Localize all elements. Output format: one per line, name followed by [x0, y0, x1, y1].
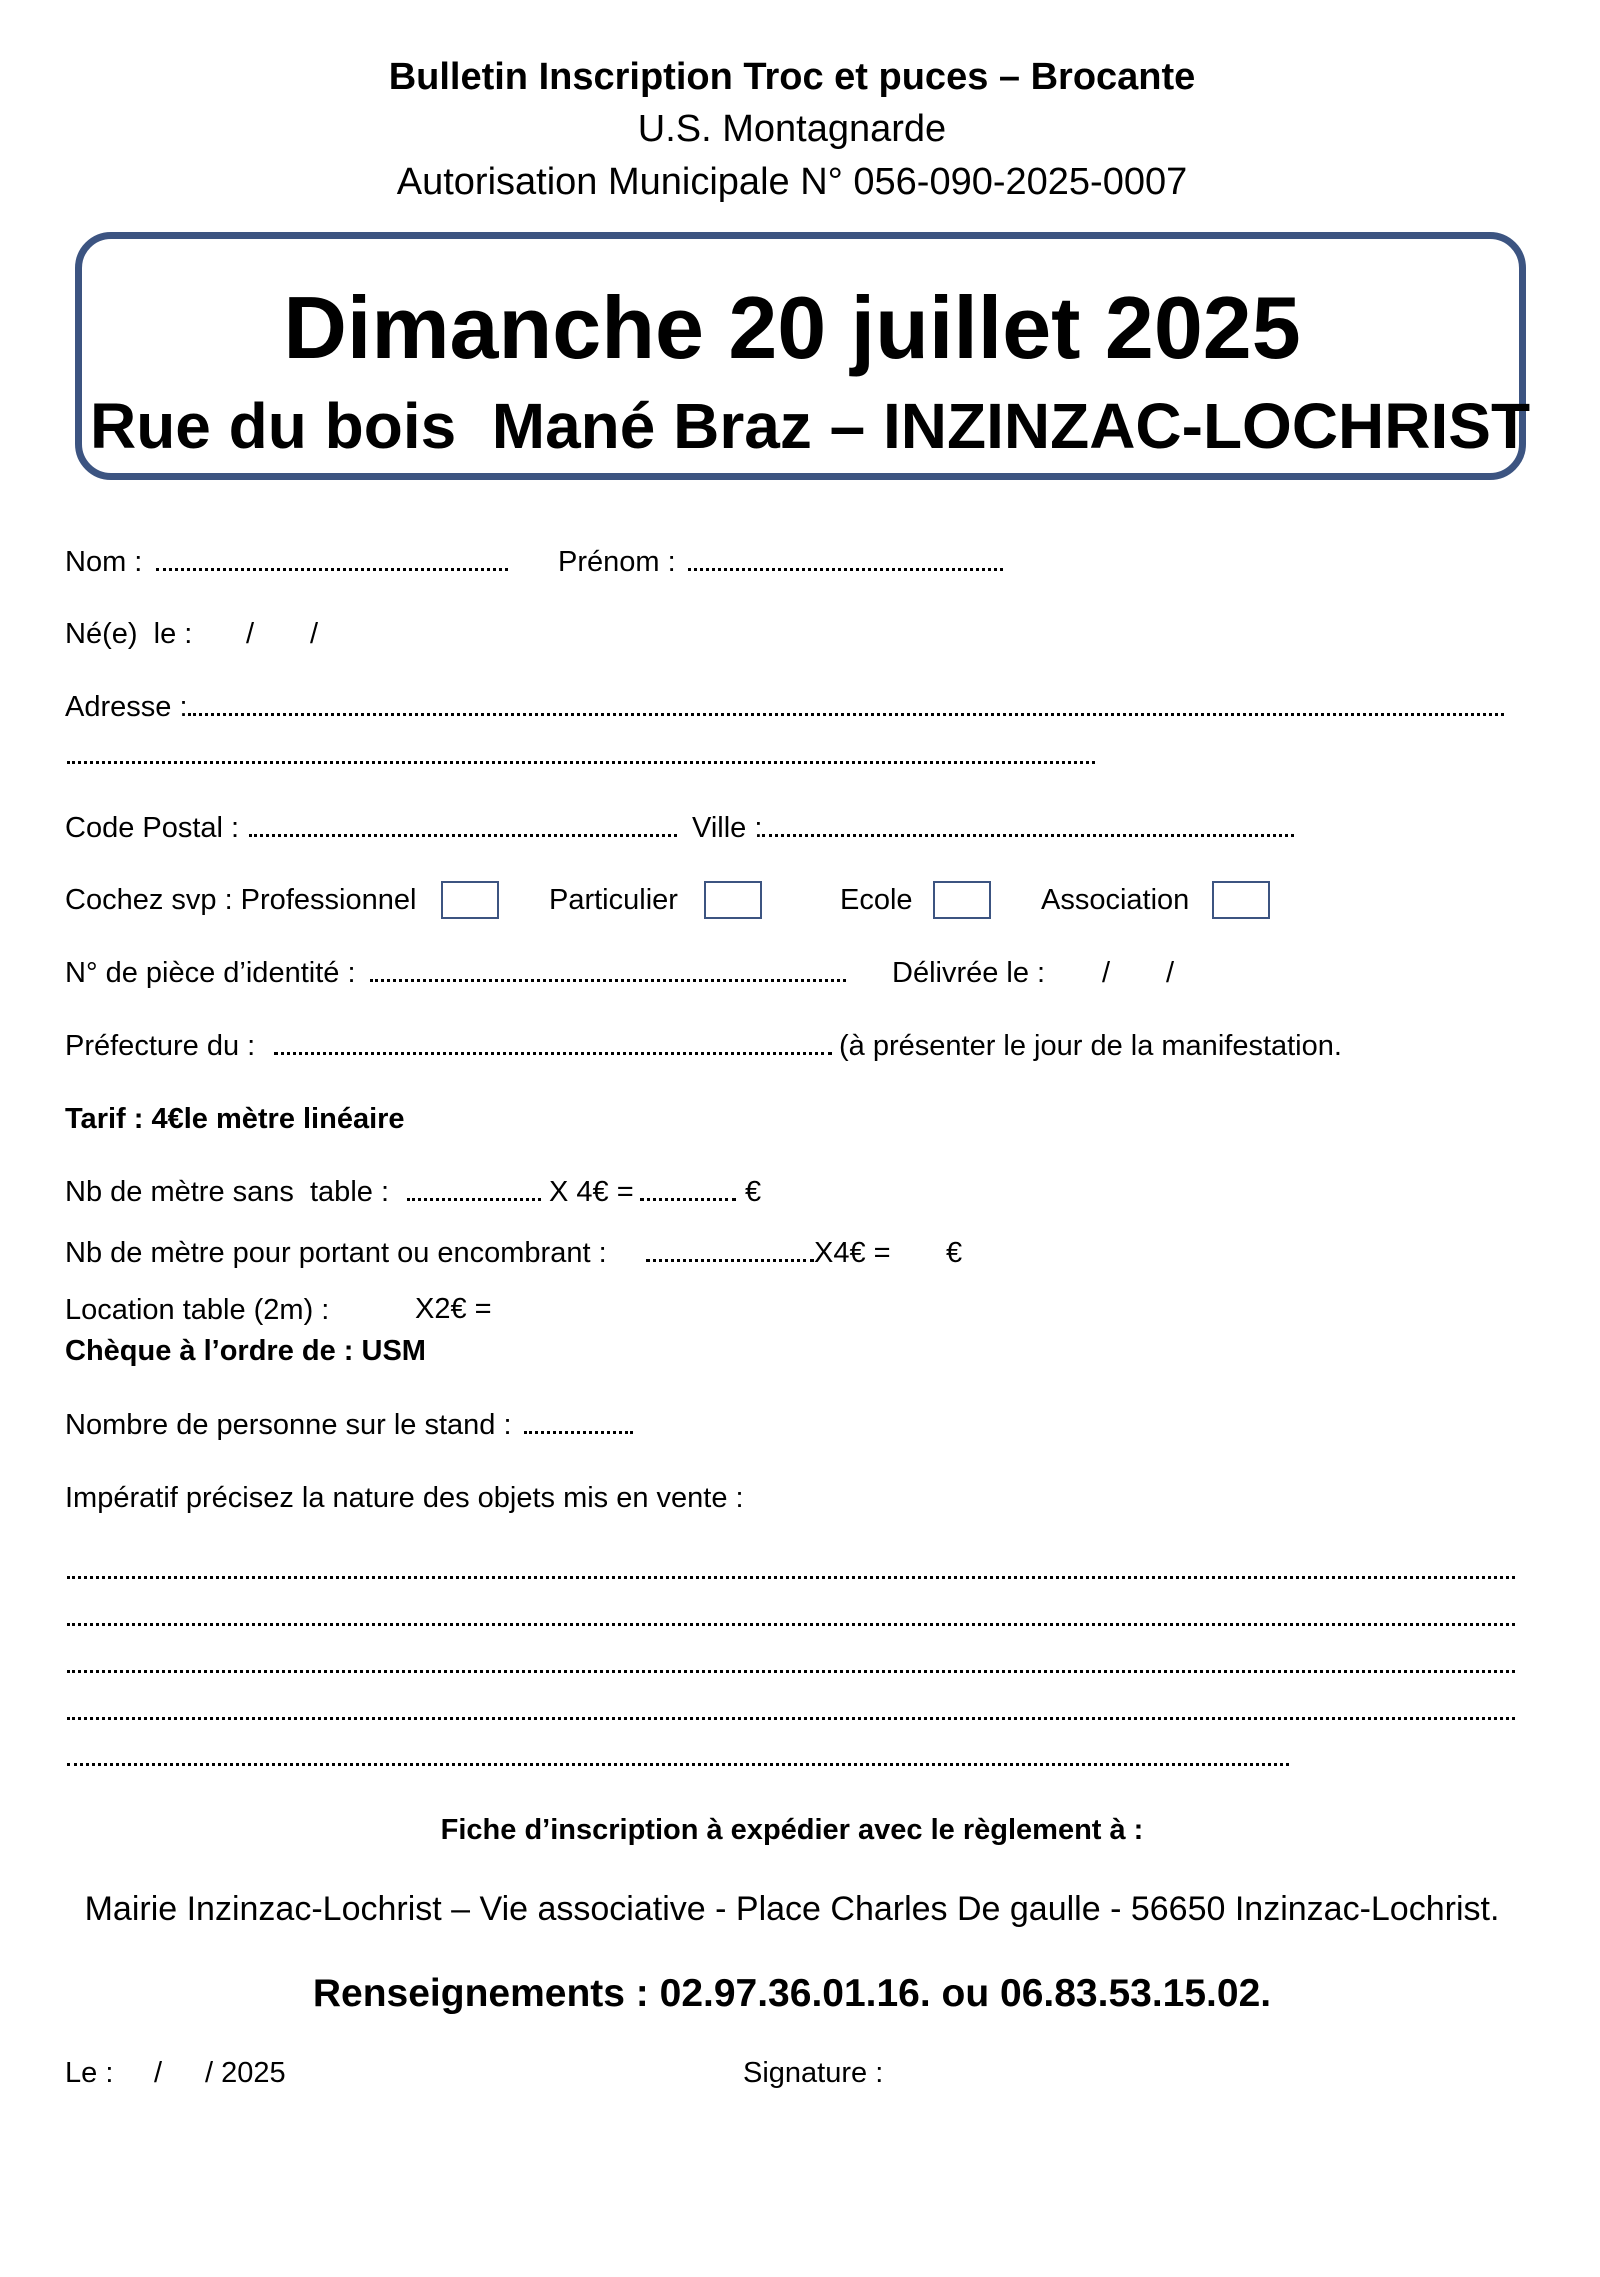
municipal-authorization: Autorisation Municipale N° 056-090-2025-0007	[396, 161, 1188, 203]
cochez-label: Cochez svp : Professionnel	[65, 884, 417, 916]
nb-sans-table-total-field[interactable]	[640, 1198, 736, 1201]
association-checkbox[interactable]	[1212, 881, 1270, 919]
birthdate-label: Né(e) le :	[65, 618, 193, 650]
nb-personnes-label: Nombre de personne sur le stand :	[65, 1409, 512, 1441]
nature-objets-label: Impératif précisez la nature des objets mis en vente :	[65, 1482, 744, 1514]
event-date: Dimanche 20 juillet 2025	[283, 278, 1301, 377]
le-label: Le :	[65, 2057, 114, 2089]
prefecture-note: (à présenter le jour de la manifestation.	[839, 1030, 1342, 1062]
organizer-name: U.S. Montagnarde	[637, 108, 947, 150]
adresse-label: Adresse :	[65, 691, 188, 723]
nature-objets-line-3[interactable]	[67, 1670, 1515, 1673]
code-postal-label: Code Postal :	[65, 812, 240, 844]
particulier-label: Particulier	[549, 884, 678, 916]
send-to-heading: Fiche d’inscription à expédier avec le règlement à :	[440, 1814, 1144, 1846]
date-separator: /	[1166, 957, 1175, 989]
delivree-label: Délivrée le :	[892, 957, 1046, 989]
nb-sans-table-field[interactable]	[407, 1198, 541, 1201]
nb-portant-multiplier: X4€ =	[814, 1237, 891, 1269]
nom-field[interactable]	[156, 568, 508, 571]
nb-sans-table-multiplier: X 4€ =	[549, 1176, 634, 1208]
professionnel-checkbox[interactable]	[441, 881, 499, 919]
association-label: Association	[1041, 884, 1190, 916]
tarif-text: Tarif : 4€le mètre linéaire	[65, 1103, 405, 1135]
prefecture-field[interactable]	[274, 1052, 832, 1055]
particulier-checkbox[interactable]	[704, 881, 762, 919]
cheque-order-text: Chèque à l’ordre de : USM	[65, 1335, 426, 1367]
adresse-field-line-1[interactable]	[188, 713, 1504, 716]
nb-personnes-field[interactable]	[524, 1431, 633, 1434]
ecole-label: Ecole	[840, 884, 913, 916]
date-separator: /	[310, 618, 319, 650]
nom-label: Nom :	[65, 546, 143, 578]
nb-portant-label: Nb de mètre pour portant ou encombrant :	[65, 1237, 607, 1269]
nature-objets-line-4[interactable]	[67, 1717, 1515, 1720]
piece-identite-field[interactable]	[370, 979, 846, 982]
prenom-field[interactable]	[688, 568, 1003, 571]
location-table-multiplier: X2€ =	[415, 1293, 492, 1325]
euro-sign: €	[745, 1176, 762, 1208]
ville-field[interactable]	[762, 834, 1294, 837]
location-table-label: Location table (2m) :	[65, 1294, 330, 1326]
date-separator: /	[246, 618, 255, 650]
date-separator: /	[1102, 957, 1111, 989]
ecole-checkbox[interactable]	[933, 881, 991, 919]
date-separator: /	[154, 2057, 163, 2089]
signature-label: Signature :	[743, 2057, 884, 2089]
event-location: Rue du bois Mané Braz – INZINZAC-LOCHRIST	[89, 390, 1531, 462]
mailing-address: Mairie Inzinzac-Lochrist – Vie associative - Place Charles De gaulle - 56650 Inzinzac-Lochrist.	[84, 1890, 1500, 1928]
nb-portant-field[interactable]	[646, 1259, 814, 1262]
nb-sans-table-label: Nb de mètre sans table :	[65, 1176, 389, 1208]
form-title: Bulletin Inscription Troc et puces – Brocante	[388, 56, 1196, 98]
contact-info: Renseignements : 02.97.36.01.16. ou 06.83.53.15.02.	[312, 1972, 1272, 2015]
year-text: / 2025	[205, 2057, 286, 2089]
nature-objets-line-1[interactable]	[67, 1576, 1515, 1579]
nature-objets-line-5[interactable]	[67, 1763, 1289, 1766]
nature-objets-line-2[interactable]	[67, 1623, 1515, 1626]
prefecture-label: Préfecture du :	[65, 1030, 256, 1062]
prenom-label: Prénom :	[558, 546, 676, 578]
adresse-field-line-2[interactable]	[67, 761, 1095, 764]
code-postal-field[interactable]	[249, 834, 677, 837]
euro-sign: €	[946, 1237, 963, 1269]
piece-identite-label: N° de pièce d’identité :	[65, 957, 356, 989]
ville-label: Ville :	[692, 812, 763, 844]
